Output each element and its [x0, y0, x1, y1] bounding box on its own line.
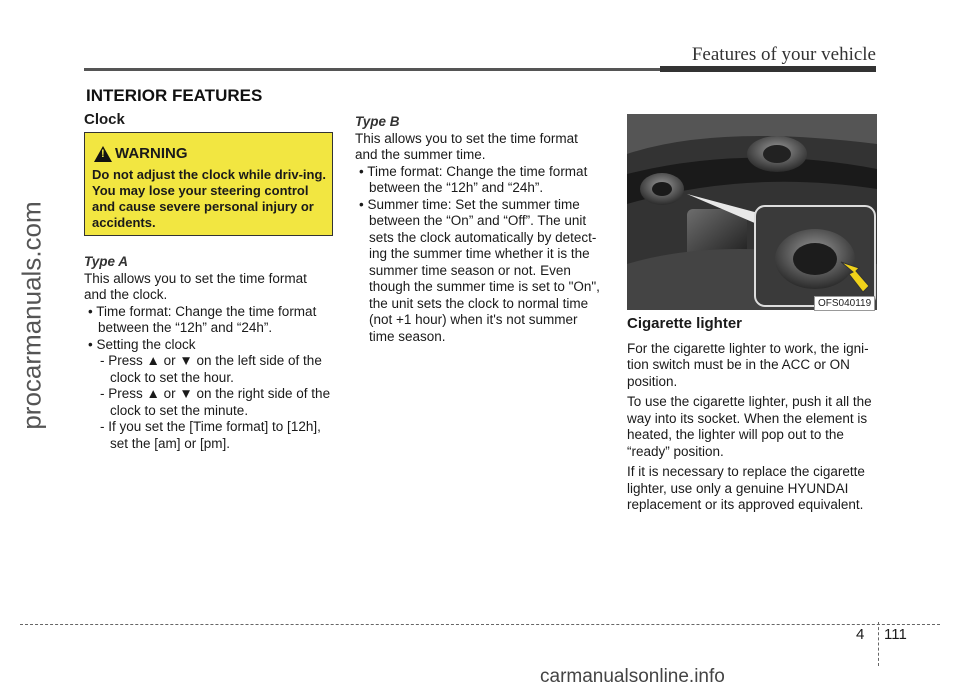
type-b-label: Type B — [355, 114, 400, 129]
middle-column — [355, 114, 604, 345]
cigarette-lighter-photo — [627, 114, 877, 310]
chapter-number: 4 — [856, 626, 865, 643]
section-title: INTERIOR FEATURES — [86, 86, 263, 105]
footer-rule — [20, 624, 940, 625]
type-a-bullet-setting: • Setting the clock — [88, 336, 196, 352]
cigarette-lighter-p1: For the cigarette lighter to work, the igni-tion switch must be in the ACC or ON position. — [627, 340, 869, 389]
cigarette-lighter-heading: Cigarette lighter — [627, 315, 743, 332]
side-watermark-text: procarmanuals.com — [16, 201, 47, 430]
warning-icon — [94, 146, 112, 162]
type-a-dash-hour: - Press ▲ or ▼ on the left side of the clock to set the hour. — [100, 353, 322, 385]
console-illustration — [627, 114, 877, 310]
cigarette-lighter-p2: To use the cigarette lighter, push it all the way into its socket. When the element is heated, the lighter will pop out to the “ready” position. — [627, 394, 872, 459]
type-b-intro: This allows you to set the time format and the summer time. — [355, 130, 578, 162]
clock-heading: Clock — [84, 111, 125, 128]
warning-box — [84, 132, 333, 236]
header-title: Features of your vehicle — [691, 44, 876, 65]
page-number: 111 — [884, 626, 907, 643]
warning-text: Do not adjust the clock while driv-ing. You may lose your steering control and cause severe personal injury or accidents. — [92, 167, 327, 230]
footer-watermark: carmanualsonline.info — [540, 666, 725, 687]
right-column — [627, 316, 877, 514]
type-a-intro: This allows you to set the time format and the clock. — [84, 270, 307, 302]
warning-title: WARNING — [115, 145, 188, 162]
cigarette-lighter-p3: If it is necessary to replace the cigarette lighter, use only a genuine HYUNDAI replacement or its approved equivalent. — [627, 464, 865, 512]
footer-divider — [878, 622, 879, 666]
image-code: OFS040119 — [814, 296, 875, 311]
side-watermark — [2, 160, 47, 460]
left-column — [84, 254, 333, 452]
type-a-dash-ampm: - If you set the [Time format] to [12h], set the [am] or [pm]. — [100, 419, 321, 451]
type-a-dash-minute: - Press ▲ or ▼ on the right side of the clock to set the minute. — [100, 386, 331, 418]
type-a-label: Type A — [84, 254, 129, 269]
type-b-bullet-summer-time: • Summer time: Set the summer time between the “On” and “Off”. The unit sets the clock automatically by detect-ing the summer time whether it is the summer time season or not. Even though the summer time is set to "On", the unit sets the clock to normal time (not +1 hour) when it's not summer time season. — [359, 196, 600, 344]
type-b-bullet-time-format: • Time format: Change the time format between the “12h” and “24h”. — [359, 163, 588, 195]
header-rule-accent — [660, 66, 876, 72]
type-a-bullet-time-format: • Time format: Change the time format between the “12h” and “24h”. — [88, 303, 317, 335]
